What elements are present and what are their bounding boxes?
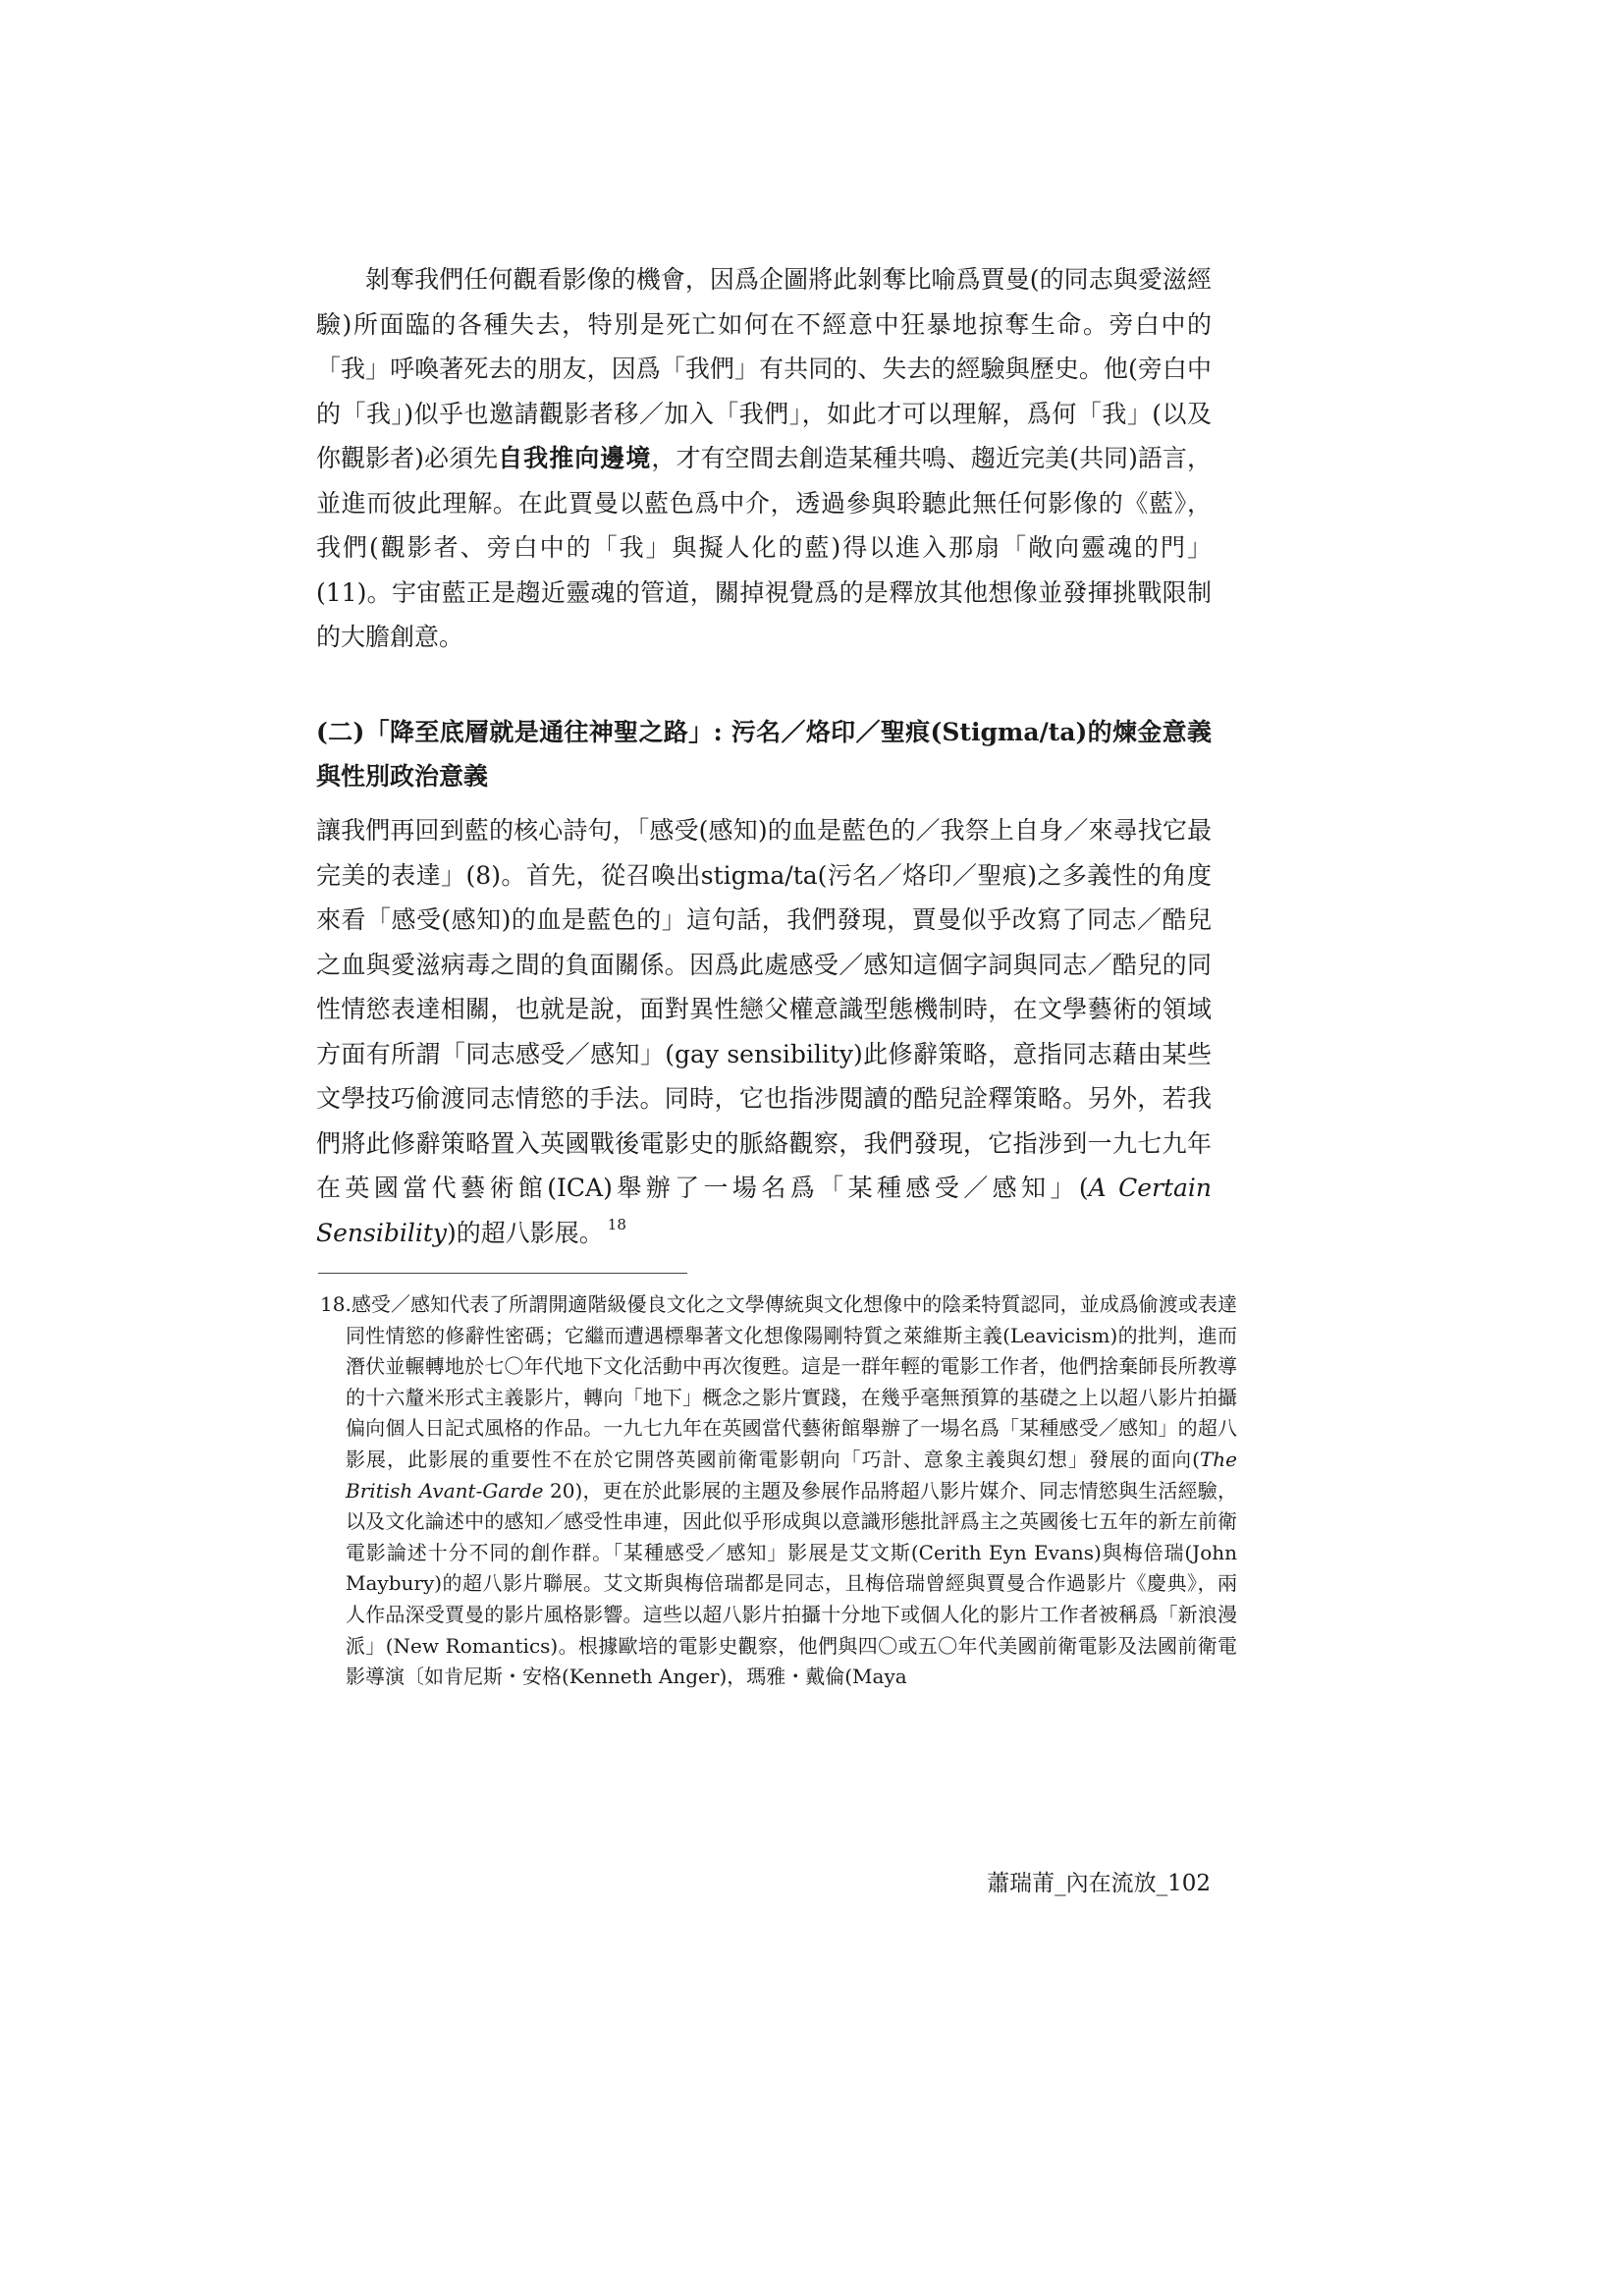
paragraph-1-text-after: ，才有空間去創造某種共鳴、趨近完美(共同)語言，並進而彼此理解。在此賈曼以藍色爲中介，透過參與聆聽此無任何影像的《藍》，我們(觀影者、旁白中的「我」與擬人化的藍)得以進入那扇「敞向靈魂的門」(11)。宇宙藍正是趨近靈魂的管道，關掉視覺爲的是釋放其他想像並發揮挑戰限制的大膽創意。 <box>316 444 1212 651</box>
body-paragraph-2 <box>316 808 1212 1255</box>
paragraph-2-text-after: )的超八影展。 <box>447 1218 604 1247</box>
footnote-separator <box>318 1273 687 1274</box>
emphasized-phrase: 自我推向邊境 <box>498 444 652 472</box>
section-heading: (二)「降至底層就是通往神聖之路」: 污名／烙印／聖痕(Stigma/ta)的煉金意義與性別政治意義 <box>316 718 1212 791</box>
footnote-text: 18.感受／感知代表了所謂開適階級優良文化之文學傳統與文化想像中的陰柔特質認同，並成爲偷渡或表達同性情慾的修辭性密碼；它繼而遭遇標舉著文化想像陽剛特質之萊維斯主義(Leavicism)的批判，進而潛伏並輾轉地於七〇年代地下文化活動中再次復甦。這是一群年輕的電影工作者，他們捨棄師長所教導的十六釐米形式主義影片，轉向「地下」概念之影片實踐，在幾乎毫無預算的基礎之上以超八影片拍攝偏向個人日記式風格的作品。一九七九年在英國當代藝術館舉辦了一場名爲「某種感受／感知」的超八影展，此影展的重要性不在於它開啓英國前衛電影朝向「巧計、意象主義與幻想」發展的面向( <box>320 1292 1237 1471</box>
footnote-italic-title: The British Avant-Garde <box>346 1447 1237 1503</box>
body-paragraph-1 <box>316 257 1212 660</box>
page-footer: 蕭瑞莆_內在流放_102 <box>987 1871 1211 1896</box>
italic-title: A Certain Sensibility <box>316 1174 1212 1247</box>
footnote-reference[interactable]: 18 <box>607 1215 626 1233</box>
footnote-18 <box>320 1289 1237 1693</box>
footnote-text-continued: 20)，更在於此影展的主題及參展作品將超八影片媒介、同志情慾與生活經驗，以及文化論述中的感知／感受性串連，因此似乎形成與以意識形態批評爲主之英國後七五年的新左前衛電影論述十分不同的創作群。「某種感受／感知」影展是艾文斯(Cerith Eyn Evans)與梅倍瑞(John Maybury)的超八影片聯展。艾文斯與梅倍瑞都是同志，且梅倍瑞曾經與賈曼合作過影片《慶典》，兩人作品深受賈曼的影片風格影響。這些以超八影片拍攝十分地下或個人化的影片工作者被稱爲「新浪漫派」(New Romantics)。根據歐培的電影史觀察，他們與四〇或五〇年代美國前衛電影及法國前衛電影導演〔如肯尼斯・安格(Kenneth Anger)，瑪雅・戴倫(Maya <box>346 1478 1237 1689</box>
paragraph-2-text: 讓我們再回到藍的核心詩句，「感受(感知)的血是藍色的／我祭上自身／來尋找它最完美的表達」(8)。首先，從召喚出stigma/ta(污名／烙印／聖痕)之多義性的角度來看「感受(感知)的血是藍色的」這句話，我們發現，賈曼似乎改寫了同志／酷兒之血與愛滋病毒之間的負面關係。因爲此處感受／感知這個字詞與同志／酷兒的同性情慾表達相關，也就是說，面對異性戀父權意識型態機制時，在文學藝術的領域方面有所謂「同志感受／感知」(gay sensibility)此修辭策略，意指同志藉由某些文學技巧偷渡同志情慾的手法。同時，它也指涉閱讀的酷兒詮釋策略。另外，若我們將此修辭策略置入英國戰後電影史的脈絡觀察，我們發現，它指涉到一九七九年在英國當代藝術館(ICA)舉辦了一場名爲「某種感受／感知」( <box>316 816 1212 1202</box>
paragraph-1-text: 剝奪我們任何觀看影像的機會，因爲企圖將此剝奪比喻爲賈曼(的同志與愛滋經驗)所面臨的各種失去，特別是死亡如何在不經意中狂暴地掠奪生命。旁白中的「我」呼喚著死去的朋友，因爲「我們」有共同的、失去的經驗與歷史。他(旁白中的「我」)似乎也邀請觀影者移／加入「我們」，如此才可以理解，爲何「我」(以及你觀影者)必須先 <box>316 265 1212 472</box>
